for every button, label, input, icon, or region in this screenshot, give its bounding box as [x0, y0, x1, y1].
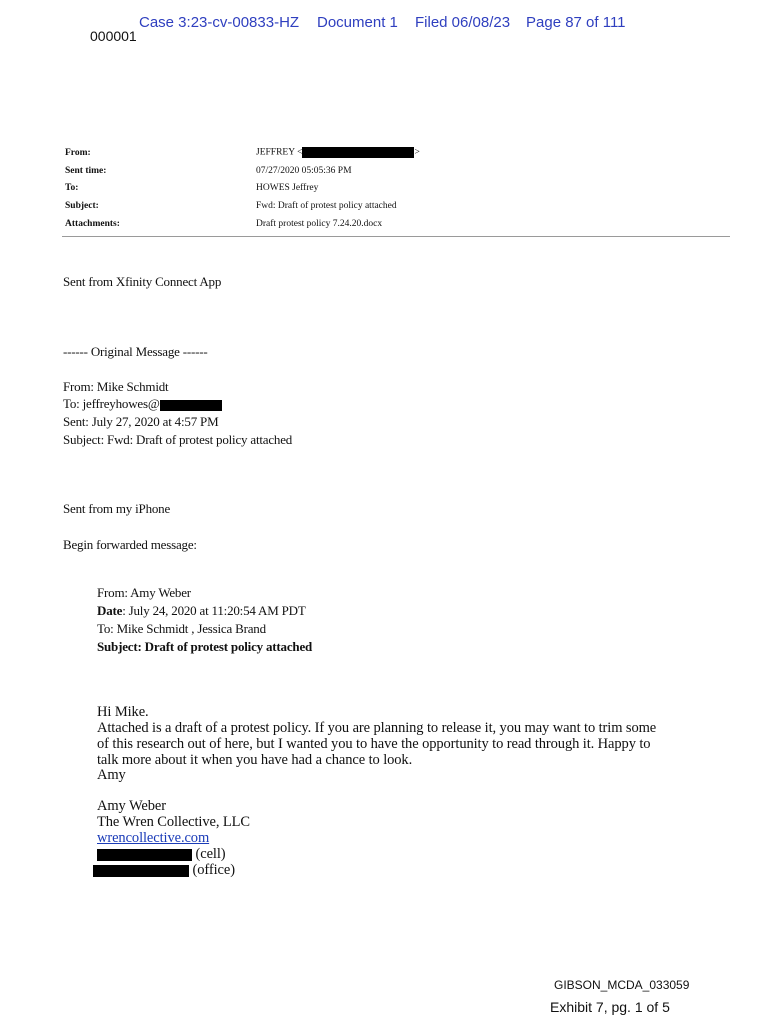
office-label: (office)	[189, 862, 235, 878]
signature-name: Amy Weber	[97, 798, 166, 814]
sent-from-app: Sent from Xfinity Connect App	[63, 274, 222, 289]
subject-label: Subject:	[65, 201, 99, 211]
document-number: Document 1	[317, 14, 398, 31]
forwarded-date-value: : July 24, 2020 at 11:20:54 AM PDT	[122, 603, 306, 618]
attachments-value: Draft protest policy 7.24.20.docx	[256, 219, 383, 229]
original-to	[63, 396, 222, 412]
message-line-3: talk more about it when you have had a chance to look.	[97, 752, 413, 768]
cell-label: (cell)	[192, 846, 226, 862]
exhibit-label: Exhibit 7, pg. 1 of 5	[550, 999, 670, 1015]
bates-number-footer: GIBSON_MCDA_033059	[554, 978, 690, 992]
to-value: HOWES Jeffrey	[256, 183, 319, 193]
redaction-bar	[93, 865, 189, 877]
case-number: Case 3:23-cv-00833-HZ	[139, 14, 300, 31]
forwarded-date-label: Date	[97, 603, 123, 618]
from-suffix: >	[414, 147, 420, 158]
signature-office	[93, 862, 235, 879]
sent-time-label: Sent time:	[65, 166, 107, 176]
forwarded-to: To: Mike Schmidt , Jessica Brand	[97, 621, 266, 636]
bates-number-top: 000001	[90, 28, 137, 44]
filed-date: Filed 06/08/23	[415, 14, 511, 31]
header-divider	[62, 236, 730, 237]
from-name: JEFFREY <	[256, 147, 303, 158]
signature-cell	[97, 846, 226, 863]
sent-time-value: 07/27/2020 05:05:36 PM	[256, 166, 352, 176]
sent-from-iphone: Sent from my iPhone	[63, 501, 171, 516]
from-value	[256, 147, 420, 158]
forwarded-subject: Subject: Draft of protest policy attached	[97, 639, 313, 654]
begin-forwarded: Begin forwarded message:	[63, 537, 197, 552]
message-line-2: of this research out of here, but I wanted you to have the opportunity to read through it. Happy to	[97, 736, 651, 752]
original-to-text: To: jeffreyhowes@	[63, 396, 160, 411]
signature-website-link[interactable]: wrencollective.com	[97, 830, 210, 846]
signature-organization: The Wren Collective, LLC	[97, 814, 250, 830]
original-from: From: Mike Schmidt	[63, 379, 169, 394]
original-sent: Sent: July 27, 2020 at 4:57 PM	[63, 414, 219, 429]
forwarded-date	[97, 603, 306, 619]
original-message-separator: ------ Original Message ------	[63, 344, 208, 359]
page-number: Page 87 of 111	[526, 14, 626, 31]
redaction-bar	[97, 849, 192, 861]
from-label: From:	[65, 148, 91, 158]
message-greeting: Hi Mike.	[97, 704, 149, 720]
redaction-bar	[160, 400, 222, 411]
original-subject: Subject: Fwd: Draft of protest policy attached	[63, 432, 293, 447]
redaction-bar	[302, 147, 414, 158]
message-line-1: Attached is a draft of a protest policy. If you are planning to release it, you may want to trim some	[97, 720, 657, 736]
forwarded-from: From: Amy Weber	[97, 585, 191, 600]
attachments-label: Attachments:	[65, 219, 120, 229]
message-signoff: Amy	[97, 767, 126, 783]
subject-value: Fwd: Draft of protest policy attached	[256, 201, 397, 211]
to-label: To:	[65, 183, 79, 193]
